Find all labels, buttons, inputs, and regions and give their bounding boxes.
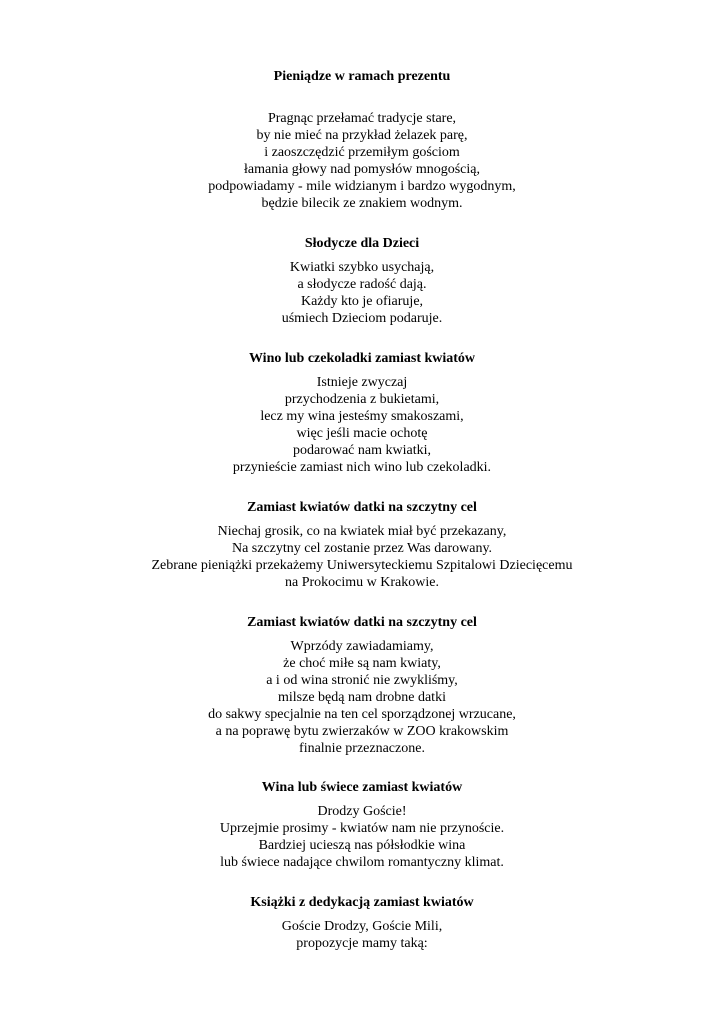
section-money-gift [0,68,724,212]
poem-line: przychodzenia z bukietami, [284,392,440,407]
section-title: Zamiast kwiatów datki na szczytny cel [247,615,477,630]
section-donation-zoo [0,614,724,757]
poem-line: Uprzejmie prosimy - kwiatów nam nie przynoście. [219,821,505,836]
poem-lines [0,259,724,327]
section-title: Wina lub świece zamiast kwiatów [261,780,463,795]
section-wine-or-candles [0,779,724,871]
poem-line: Goście Drodzy, Goście Mili, [281,919,443,934]
poem-line: przynieście zamiast nich wino lub czekoladki. [232,460,492,475]
poem-line: Pragnąc przełamać tradycje stare, [267,111,457,126]
poem-line: Bardziej ucieszą nas półsłodkie wina [258,838,466,853]
poem-line: łamania głowy nad pomysłów mnogością, [243,162,481,177]
poem-line: propozycje mamy taką: [296,936,428,951]
section-sweets-for-children [0,235,724,327]
poem-lines [0,523,724,591]
poem-line: na Prokocimu w Krakowie. [285,575,439,590]
poem-line: Wprzódy zawiadamiamy, [290,639,434,654]
section-donation-hospital [0,499,724,591]
section-title: Wino lub czekoladki zamiast kwiatów [248,351,476,366]
section-title: Słodycze dla Dzieci [304,236,420,251]
poem-line: podarować nam kwiatki, [292,443,431,458]
poem-line: milsze będą nam drobne datki [278,690,446,705]
poem-line: Zebrane pieniążki przekażemy Uniwersyteckiemu Szpitalowi Dziecięcemu [151,558,573,573]
poem-line: Kwiatki szybko usychają, [289,260,435,275]
poem-line: że choć miłe są nam kwiaty, [283,656,441,671]
poem-lines [0,638,724,757]
poem-line: Na szczytny cel zostanie przez Was darowany. [231,541,493,556]
poem-line: a słodycze radość dają. [297,277,427,292]
poem-line: do sakwy specjalnie na ten cel sporządzonej wrzucane, [208,707,516,722]
poem-line: więc jeśli macie ochotę [296,426,428,441]
poem-line: i zaoszczędzić przemiłym gościom [264,145,460,160]
section-title: Zamiast kwiatów datki na szczytny cel [247,500,477,515]
poem-line: lecz my wina jesteśmy smakoszami, [260,409,464,424]
poem-lines [0,918,724,952]
section-wine-or-chocolates [0,350,724,476]
poem-line: a i od wina stronić nie zwykliśmy, [266,673,458,688]
poem-lines [0,110,724,212]
section-title: Książki z dedykacją zamiast kwiatów [250,895,474,910]
poem-lines [0,803,724,871]
poem-line: Istnieje zwyczaj [316,375,408,390]
poem-line: podpowiadamy - mile widzianym i bardzo wygodnym, [208,179,516,194]
poem-lines [0,374,724,476]
poem-line: lub świece nadające chwilom romantyczny klimat. [220,855,504,870]
section-books-with-dedication [0,894,724,952]
section-title: Pieniądze w ramach prezentu [273,69,451,84]
poem-line: by nie mieć na przykład żelazek parę, [256,128,468,143]
poem-line: Niechaj grosik, co na kwiatek miał być przekazany, [217,524,507,539]
poem-line: uśmiech Dzieciom podaruje. [281,311,443,326]
poem-line: a na poprawę bytu zwierzaków w ZOO krakowskim [215,724,509,739]
poem-line: Drodzy Goście! [317,804,407,819]
poem-line: będzie bilecik ze znakiem wodnym. [261,196,463,211]
poem-line: finalnie przeznaczone. [299,741,425,756]
poem-line: Każdy kto je ofiaruje, [300,294,424,309]
